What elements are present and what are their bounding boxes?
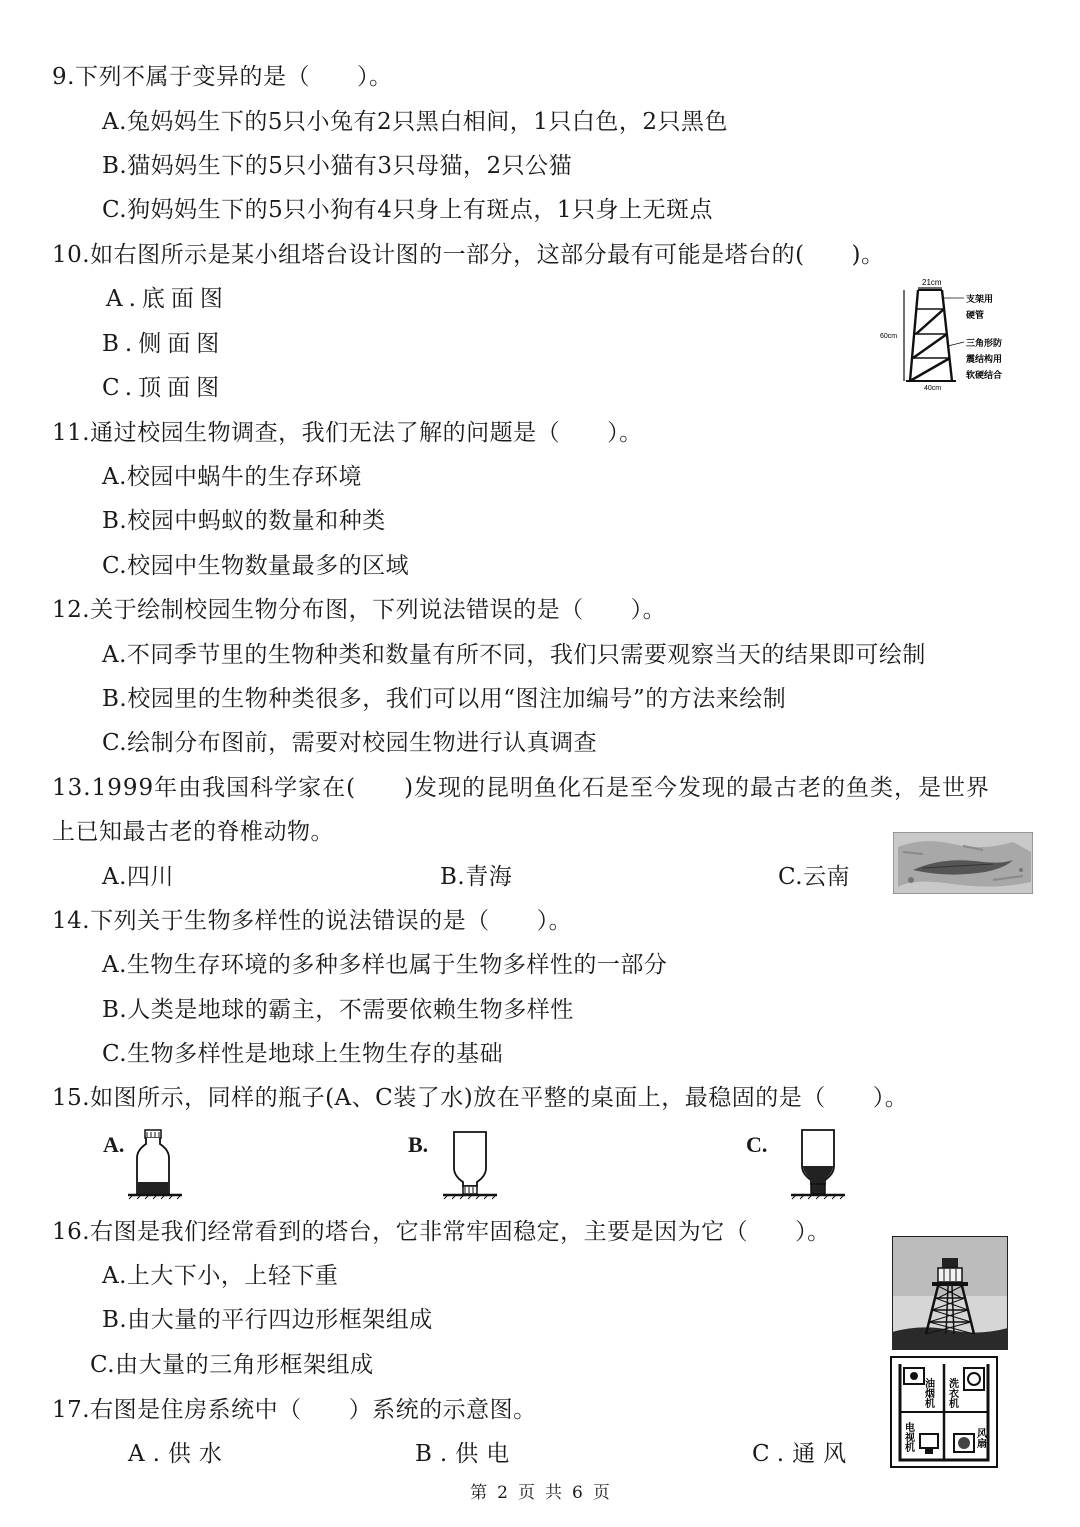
q14-option-b: B.人类是地球的霸主，不需要依赖生物多样性 [102,997,574,1023]
q15-label-a: A. [103,1132,125,1157]
fig-label-hard-tube: 硬管 [966,311,985,321]
q15-label-b: B. [408,1132,429,1157]
footer-word-di: 第 [470,1483,488,1503]
q13-stem-line1: 13.1999年由我国科学家在( )发现的昆明鱼化石是至今发现的最古老的鱼类，是世界 [52,775,991,801]
q9-stem: 9.下列不属于变异的是（ ）。 [52,64,393,90]
q14-stem: 14.下列关于生物多样性的说法错误的是（ ）。 [52,908,573,934]
q9-option-a: A.兔妈妈生下的5只小兔有2只黑白相间，1只白色，2只黑色 [102,109,728,135]
footer-word-gong: 共 [545,1483,562,1503]
q11-option-a: A.校园中蜗牛的生存环境 [102,464,362,490]
footer-total-pages: 6 [572,1483,583,1503]
diagram-label-washer: 洗衣机 [946,1378,958,1408]
house-wiring-diagram [890,1356,998,1468]
q14-option-c: C.生物多样性是地球上生物生存的基础 [102,1041,504,1067]
bottle-b-inverted-icon [440,1128,500,1200]
lighthouse-tower-photo [892,1236,1008,1350]
q17-stem: 17.右图是住房系统中（ ）系统的示意图。 [52,1397,537,1423]
fig-label-support: 支架用 [966,295,994,305]
fig-label-21cm: 21cm [922,278,942,287]
q13-option-c: C.云南 [778,864,851,890]
q9-option-c: C.狗妈妈生下的5只小狗有4只身上有斑点，1只身上无斑点 [102,197,713,223]
bottle-c-inverted-filled-icon [788,1126,848,1200]
q13-option-b: B.青海 [440,864,513,890]
q12-option-b: B.校园里的生物种类很多，我们可以用“图注加编号”的方法来绘制 [102,686,787,712]
q13-option-a: A.四川 [102,864,174,890]
q10-option-a: A.底面图 [106,286,229,312]
q11-stem: 11.通过校园生物调查，我们无法了解的问题是（ ）。 [52,420,643,446]
q15-stem: 15.如图所示，同样的瓶子(A、C装了水)放在平整的桌面上，最稳固的是（ ）。 [52,1085,909,1111]
q16-option-b: B.由大量的平行四边形框架组成 [102,1307,433,1333]
fish-fossil-photo [893,832,1033,894]
fig-label-soft-hard: 软硬结合 [966,371,1003,381]
q17-option-c: C.通风 [752,1441,855,1467]
q12-option-a: A.不同季节里的生物种类和数量有所不同，我们只需要观察当天的结果即可绘制 [102,642,926,668]
q12-option-c: C.绘制分布图前，需要对校园生物进行认真调查 [102,730,598,756]
q13-stem-line2: 上已知最古老的脊椎动物。 [52,819,334,845]
q15-label-c: C. [746,1132,768,1157]
bottle-a-upright-icon [125,1128,185,1200]
diagram-label-fan: 风扇 [974,1428,986,1448]
q16-option-a: A.上大下小，上轻下重 [102,1263,339,1289]
footer-word-ye2: 页 [592,1483,610,1503]
q10-option-b: B.侧面图 [102,331,226,357]
footer-word-ye: 页 [518,1483,535,1503]
q16-option-c: C.由大量的三角形框架组成 [90,1352,374,1378]
page-footer [0,1478,1080,1503]
q10-option-c: C.顶面图 [102,375,226,401]
diagram-label-hood: 油烟机 [922,1378,934,1408]
fig-label-40cm: 40cm [924,385,942,392]
footer-page-number: 2 [497,1483,508,1503]
q11-option-c: C.校园中生物数量最多的区域 [102,553,410,579]
fig-label-triangle: 三角形防 [966,339,1003,349]
q12-stem: 12.关于绘制校园生物分布图，下列说法错误的是（ ）。 [52,597,667,623]
q10-stem: 10.如右图所示是某小组塔台设计图的一部分，这部分最有可能是塔台的( )。 [52,242,885,268]
q9-option-b: B.猫妈妈生下的5只小猫有3只母猫，2只公猫 [102,153,573,179]
fig-label-60cm: 60cm [880,333,898,340]
q17-option-b: B.供电 [415,1441,518,1467]
q14-option-a: A.生物生存环境的多种多样也属于生物多样性的一部分 [102,952,668,978]
q16-stem: 16.右图是我们经常看到的塔台，它非常牢固稳定，主要是因为它（ ）。 [52,1219,831,1245]
q17-option-a: A.供水 [128,1441,230,1467]
fig-label-quake: 震结构用 [966,355,1003,365]
diagram-label-tv: 电视机 [902,1422,914,1452]
q11-option-b: B.校园中蚂蚁的数量和种类 [102,508,386,534]
tower-side-view-figure [880,276,1030,392]
